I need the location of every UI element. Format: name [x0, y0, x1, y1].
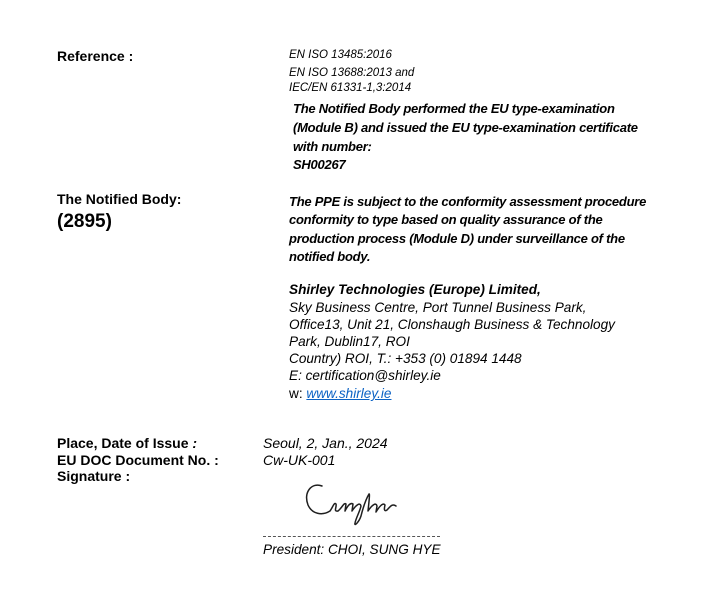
notified-body-statement-line-2: conformity to type based on quality assurance of the	[289, 212, 603, 227]
place-date-label-text: Place, Date of Issue	[57, 435, 193, 451]
place-date-label	[57, 435, 197, 451]
website-line	[289, 385, 391, 402]
address-line-2: Office13, Unit 21, Clonshaugh Business & Technology	[289, 317, 615, 332]
reference-label: Reference :	[57, 48, 134, 64]
reference-statement-line-2: (Module B) and issued the EU type-examination certificate	[293, 120, 638, 135]
standard-3: IEC/EN 61331-1,3:2014	[289, 82, 412, 94]
reference-statement-line-1: The Notified Body performed the EU type-examination	[293, 101, 615, 116]
doc-no-value: Cw-UK-001	[263, 452, 336, 468]
company-name: Shirley Technologies (Europe) Limited,	[289, 282, 541, 297]
signatory-name: President: CHOI, SUNG HYE	[263, 542, 441, 557]
handwritten-signature	[300, 478, 400, 530]
place-date-colon: :	[192, 435, 198, 451]
website-prefix: w:	[289, 386, 307, 401]
signature-line	[263, 536, 440, 537]
website-link[interactable]: www.shirley.ie	[306, 386, 392, 401]
standard-1: EN ISO 13485:2016	[289, 49, 392, 61]
certificate-number: SH00267	[293, 157, 346, 172]
address-line-3: Park, Dublin17, ROI	[289, 334, 410, 349]
address-line-1: Sky Business Centre, Port Tunnel Business Park,	[289, 300, 587, 315]
notified-body-label: The Notified Body:	[57, 191, 182, 207]
notified-body-statement-line-1: The PPE is subject to the conformity assessment procedure	[289, 194, 647, 209]
notified-body-number: (2895)	[57, 211, 112, 232]
reference-statement-line-3: with number:	[293, 139, 372, 154]
doc-no-label: EU DOC Document No. :	[57, 452, 219, 468]
notified-body-statement-line-4: notified body.	[289, 249, 371, 264]
address-line-4: Country) ROI, T.: +353 (0) 01894 1448	[289, 351, 522, 366]
email-line: E: certification@shirley.ie	[289, 368, 441, 383]
signature-label: Signature :	[57, 468, 131, 484]
notified-body-statement-line-3: production process (Module D) under surveillance of the	[289, 231, 625, 246]
standard-2: EN ISO 13688:2013 and	[289, 67, 415, 79]
place-date-value: Seoul, 2, Jan., 2024	[263, 435, 388, 451]
